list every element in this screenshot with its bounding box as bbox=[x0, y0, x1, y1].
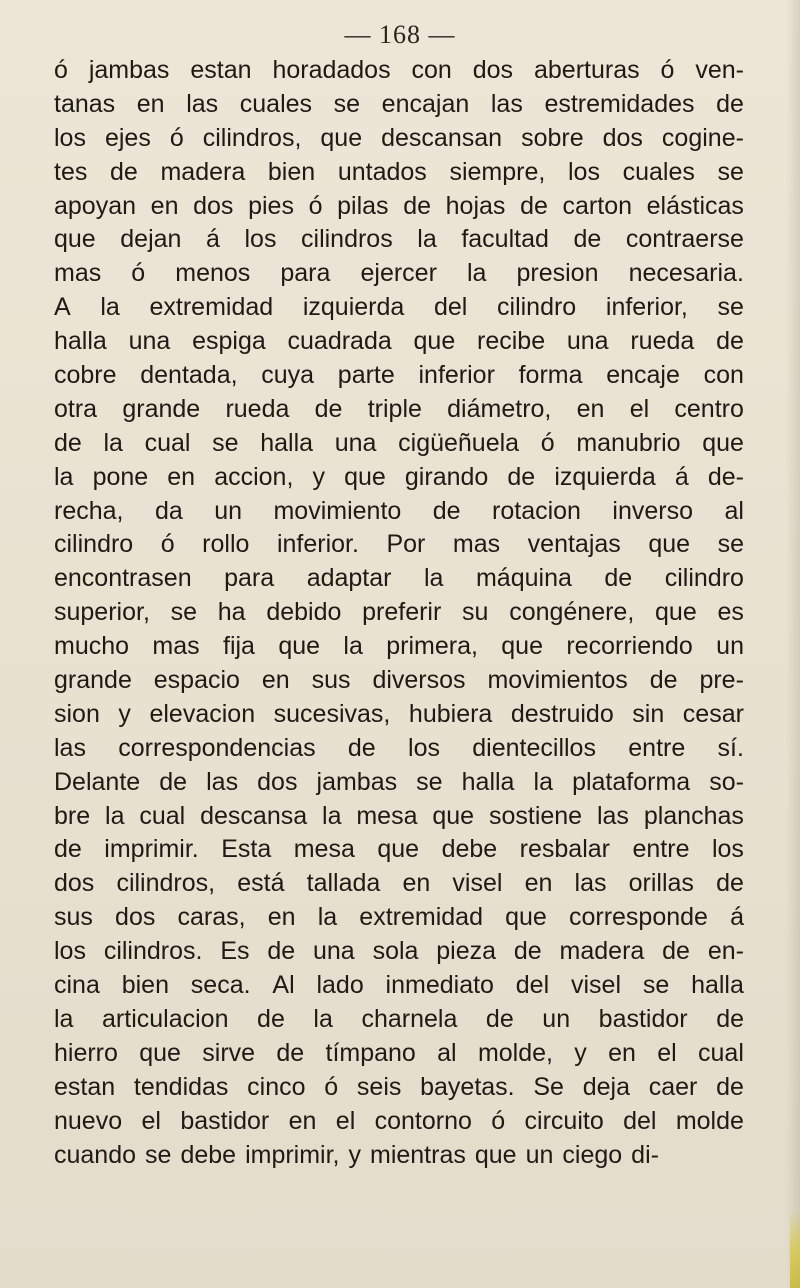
text-line: superior, se ha debido preferir su congénere, que es bbox=[54, 598, 744, 627]
text-line: de imprimir. Esta mesa que debe resbalar entre los bbox=[54, 835, 744, 864]
text-line: halla una espiga cuadrada que recibe una rueda de bbox=[54, 327, 744, 356]
text-line: mas ó menos para ejercer la presion necesaria. bbox=[54, 259, 744, 288]
text-line: sus dos caras, en la extremidad que corresponde á bbox=[54, 903, 744, 932]
text-line: Delante de las dos jambas se halla la plataforma so- bbox=[54, 767, 744, 796]
text-line: tanas en las cuales se encajan las estremidades de bbox=[54, 89, 744, 118]
text-line: encontrasen para adaptar la máquina de cilindro bbox=[54, 564, 744, 593]
text-line: ó jambas estan horadados con dos aberturas ó ven- bbox=[54, 56, 744, 84]
text-line: otra grande rueda de triple diámetro, en el centro bbox=[54, 394, 744, 423]
text-line: los cilindros. Es de una sola pieza de madera de en- bbox=[54, 937, 744, 966]
text-line: la articulacion de la charnela de un bastidor de bbox=[54, 1004, 744, 1033]
text-line: sion y elevacion sucesivas, hubiera destruido sin cesar bbox=[54, 699, 744, 728]
text-line: tes de madera bien untados siempre, los cuales se bbox=[54, 157, 744, 186]
text-line: dos cilindros, está tallada en visel en las orillas de bbox=[54, 869, 744, 898]
text-line: la pone en accion, y que girando de izquierda á de- bbox=[54, 462, 744, 491]
text-line: nuevo el bastidor en el contorno ó circuito del molde bbox=[54, 1106, 744, 1135]
text-line: los ejes ó cilindros, que descansan sobre dos cogine- bbox=[54, 123, 744, 152]
body-text bbox=[54, 54, 744, 1172]
text-line: apoyan en dos pies ó pilas de hojas de carton elásticas bbox=[54, 191, 744, 220]
text-line: recha, da un movimiento de rotacion inverso al bbox=[54, 496, 744, 525]
page-edge-shadow bbox=[786, 0, 800, 1288]
text-line: cina bien seca. Al lado inmediato del visel se halla bbox=[54, 971, 744, 1000]
text-line: cobre dentada, cuya parte inferior forma encaje con bbox=[54, 361, 744, 390]
text-line: hierro que sirve de tímpano al molde, y en el cual bbox=[54, 1038, 744, 1067]
text-line: cilindro ó rollo inferior. Por mas ventajas que se bbox=[54, 530, 744, 559]
text-line: las correspondencias de los dientecillos entre sí. bbox=[54, 733, 744, 762]
text-line: de la cual se halla una cigüeñuela ó manubrio que bbox=[54, 428, 744, 457]
page-number-header: — 168 — bbox=[344, 20, 456, 49]
text-line: estan tendidas cinco ó seis bayetas. Se deja caer de bbox=[54, 1072, 744, 1101]
text-line: que dejan á los cilindros la facultad de contraerse bbox=[54, 225, 744, 254]
text-line: A la extremidad izquierda del cilindro inferior, se bbox=[54, 293, 744, 322]
text-line: grande espacio en sus diversos movimientos de pre- bbox=[54, 666, 744, 695]
text-line: mucho mas fija que la primera, que recorriendo un bbox=[54, 632, 744, 661]
page-edge-stain bbox=[790, 1210, 800, 1288]
text-line: bre la cual descansa la mesa que sostiene las planchas bbox=[54, 801, 744, 830]
text-line: cuando se debe imprimir, y mientras que un ciego di- bbox=[54, 1140, 659, 1169]
